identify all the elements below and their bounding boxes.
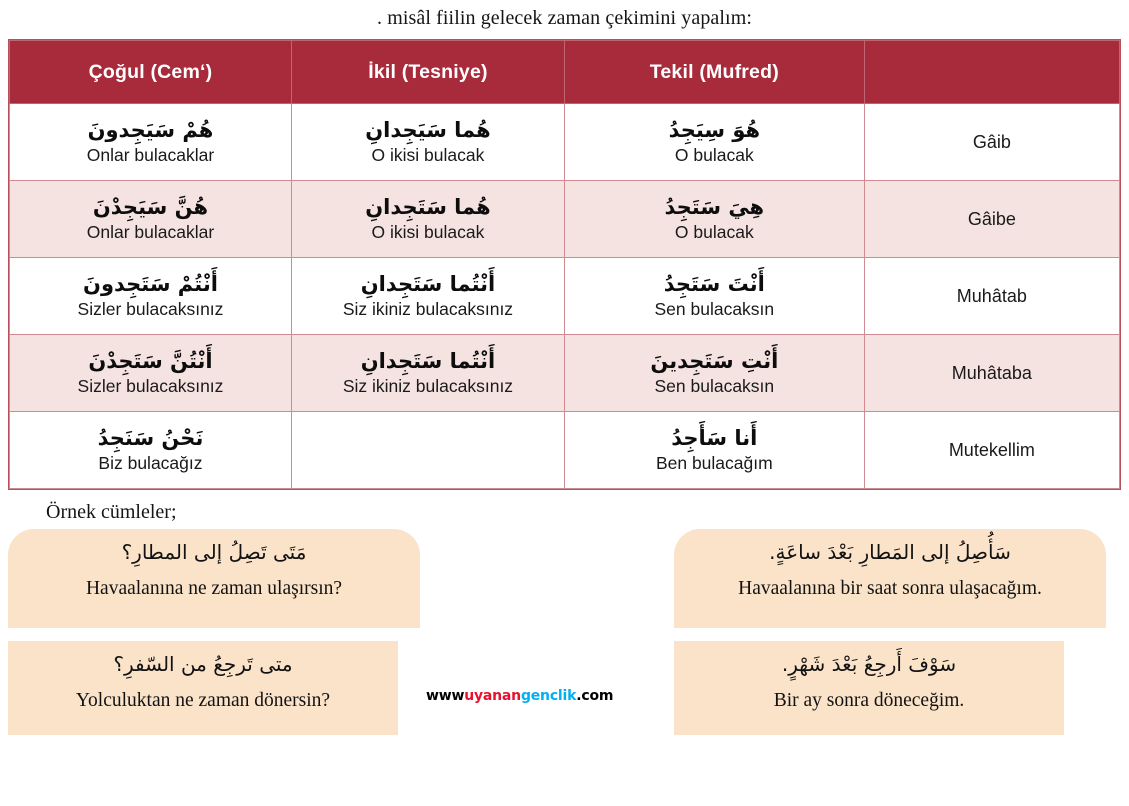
cell-person <box>864 335 1119 412</box>
table-row <box>10 412 1120 489</box>
dual-arabic: أَنْتُما سَتَجِدانِ <box>360 272 496 296</box>
cell-singular <box>564 104 864 181</box>
watermark-uyanan: uyanan <box>464 688 521 704</box>
cell-singular <box>564 335 864 412</box>
site-watermark <box>426 688 613 704</box>
person-label: Muhâtaba <box>951 362 1032 383</box>
cell-person <box>864 104 1119 181</box>
example-turkish: Havaalanına bir saat sonra ulaşacağım. <box>738 578 1042 599</box>
cell-person <box>864 258 1119 335</box>
header-plural: Çoğul (Cem‘) <box>10 41 292 104</box>
cell-plural <box>10 104 292 181</box>
example-box <box>674 641 1064 735</box>
plural-arabic: نَحْنُ سَنَجِدُ <box>97 426 204 450</box>
plural-arabic: أَنْتُمْ سَتَجِدونَ <box>83 272 218 296</box>
singular-turkish: Sen bulacaksın <box>654 299 775 320</box>
example-arabic: سَأُصِلُ إلى المَطارِ بَعْدَ ساعَةٍ. <box>769 540 1011 564</box>
cell-person <box>864 412 1119 489</box>
singular-arabic: أَنا سَأَجِدُ <box>671 426 758 450</box>
plural-turkish: Onlar bulacaklar <box>86 222 215 243</box>
singular-turkish: Sen bulacaksın <box>654 376 775 397</box>
dual-turkish: O ikisi bulacak <box>371 222 485 243</box>
singular-arabic: هُوَ سِيَجِدُ <box>668 118 761 142</box>
table-row <box>10 104 1120 181</box>
cell-dual <box>291 412 564 489</box>
plural-turkish: Biz bulacağız <box>98 453 203 474</box>
singular-turkish: O bulacak <box>674 145 754 166</box>
cell-singular <box>564 258 864 335</box>
person-label: Gâibe <box>967 208 1016 229</box>
dual-turkish: Siz ikiniz bulacaksınız <box>342 299 514 320</box>
plural-turkish: Sizler bulacaksınız <box>77 376 224 397</box>
watermark-com: .com <box>576 688 614 704</box>
table-row <box>10 335 1120 412</box>
cell-dual <box>291 104 564 181</box>
cell-plural <box>10 335 292 412</box>
dual-turkish <box>292 450 564 451</box>
singular-arabic: هِيَ سَتَجِدُ <box>664 195 765 219</box>
cell-plural <box>10 412 292 489</box>
intro-text: misâl fiilin gelecek zaman çekimini yapalım: <box>387 7 753 29</box>
example-arabic: متى تَرجِعُ من السّفرِ؟ <box>113 652 293 676</box>
dual-arabic: أَنْتُما سَتَجِدانِ <box>360 349 496 373</box>
cell-singular <box>564 181 864 258</box>
plural-arabic: هُنَّ سَيَجِدْنَ <box>92 195 209 219</box>
cell-person <box>864 181 1119 258</box>
cell-plural <box>10 181 292 258</box>
example-arabic: سَوْفَ أَرجِعُ بَعْدَ شَهْرٍ. <box>781 652 957 676</box>
conjugation-table <box>9 40 1120 489</box>
example-box <box>674 529 1106 628</box>
example-arabic: مَتَى تَصِلُ إلى المطارِ؟ <box>121 540 307 564</box>
cell-singular <box>564 412 864 489</box>
dual-arabic: هُما سَتَجِدانِ <box>365 195 491 219</box>
table-row <box>10 181 1120 258</box>
person-label: Gâib <box>972 131 1011 152</box>
conjugation-table-wrapper <box>8 39 1121 490</box>
dual-turkish: Siz ikiniz bulacaksınız <box>342 376 514 397</box>
cell-dual <box>291 258 564 335</box>
dual-turkish: O ikisi bulacak <box>371 145 485 166</box>
cell-dual <box>291 181 564 258</box>
example-box <box>8 529 420 628</box>
person-label: Mutekellim <box>948 439 1035 460</box>
examples-heading: Örnek cümleler; <box>46 501 177 523</box>
dual-arabic: هُما سَيَجِدانِ <box>365 118 491 142</box>
header-singular: Tekil (Mufred) <box>564 41 864 104</box>
header-dual: İkil (Tesniye) <box>291 41 564 104</box>
example-box <box>8 641 398 735</box>
watermark-www: www <box>426 688 465 704</box>
person-label: Muhâtab <box>956 285 1027 306</box>
plural-turkish: Sizler bulacaksınız <box>77 299 224 320</box>
example-turkish: Bir ay sonra döneceğim. <box>773 690 965 711</box>
cell-dual <box>291 335 564 412</box>
examples-area <box>0 529 1129 741</box>
plural-arabic: أَنْتُنَّ سَتَجِدْنَ <box>88 349 213 373</box>
example-turkish: Havaalanına ne zaman ulaşırsın? <box>85 578 343 599</box>
intro-lead-dot: . <box>376 7 383 29</box>
table-header-row <box>10 41 1120 104</box>
plural-arabic: هُمْ سَيَجِدونَ <box>87 118 214 142</box>
plural-turkish: Onlar bulacaklar <box>86 145 215 166</box>
example-turkish: Yolculuktan ne zaman dönersin? <box>75 690 331 711</box>
table-body <box>10 104 1120 489</box>
singular-turkish: Ben bulacağım <box>655 453 773 474</box>
singular-arabic: أَنْتِ سَتَجِدينَ <box>650 349 779 373</box>
singular-turkish: O bulacak <box>674 222 754 243</box>
table-row <box>10 258 1120 335</box>
page-intro-line <box>0 0 1129 30</box>
header-person <box>864 41 1119 104</box>
cell-plural <box>10 258 292 335</box>
singular-arabic: أَنْتَ سَتَجِدُ <box>663 272 765 296</box>
watermark-genclik: genclik <box>520 688 577 704</box>
